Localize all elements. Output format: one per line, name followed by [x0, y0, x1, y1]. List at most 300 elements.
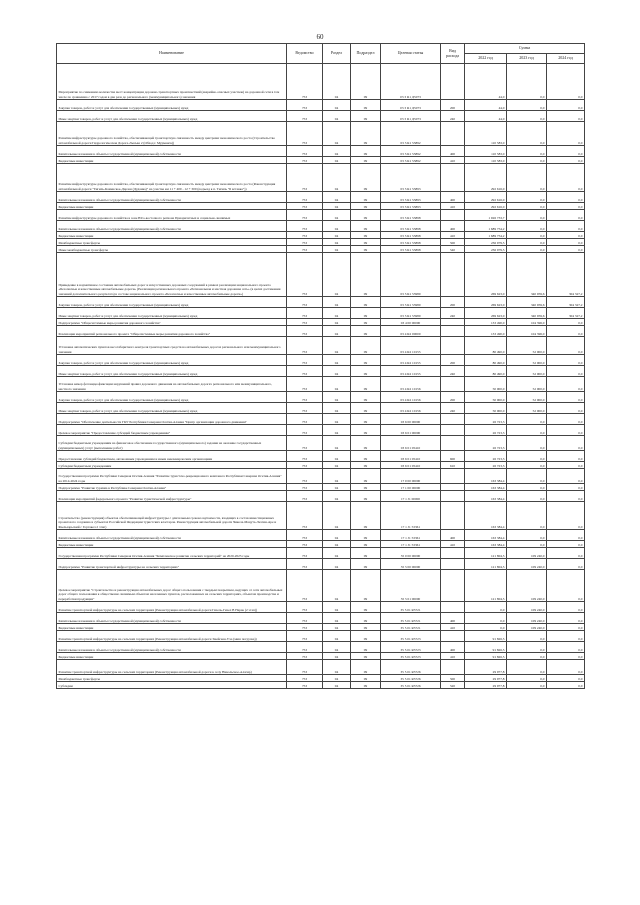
row-name: Иные закупки товаров, работ и услуг для обеспечения государственных (муниципальных) нужд — [57, 111, 287, 122]
row-cs: 35 5 01 R3721 — [381, 624, 441, 631]
row-ved: 753 — [287, 602, 323, 613]
row-ved: 753 — [287, 319, 323, 326]
row-name: Бюджетные инвестиции — [57, 541, 287, 548]
row-cs: 35 5 01 R3726 — [381, 682, 441, 689]
row-name: Подпрограмма "Обеспечение деятельности ГКУ Республики Северная Осетия-Алания "Центр организации дорожного движения" — [57, 414, 287, 425]
row-name: Капитальные вложения в объекты государственной (муниципальной) собственности — [57, 221, 287, 232]
row-name: Капитальные вложения в объекты государственной (муниципальной) собственности — [57, 192, 287, 203]
row-name: Субсидии — [57, 682, 287, 689]
row-vr: 610 — [441, 462, 465, 469]
row-ved: 753 — [287, 146, 323, 157]
row-sum-2022: 133 490,0 — [465, 319, 507, 326]
row-sum-2024: 0,0 — [547, 319, 585, 326]
row-sum-2024: 0,0 — [547, 613, 585, 624]
row-cs: 17 0 00 00000 — [381, 469, 441, 484]
row-podrazdel: 09 — [351, 425, 381, 436]
row-sum-2022: 26 723,3 — [465, 414, 507, 425]
row-vr: 240 — [441, 111, 465, 122]
row-sum-2024: 0,0 — [547, 660, 585, 675]
row-name: Бюджетные инвестиции — [57, 232, 287, 239]
row-ved: 753 — [287, 164, 323, 192]
row-cs: 35 0 00 00000 — [381, 548, 441, 559]
row-razdel: 04 — [323, 541, 351, 548]
row-sum-2024: 0,0 — [547, 366, 585, 377]
row-razdel: 04 — [323, 403, 351, 414]
row-ved: 753 — [287, 682, 323, 689]
row-sum-2024: 0,0 — [547, 392, 585, 403]
row-cs: 03 3 R1 53898 — [381, 246, 441, 253]
row-podrazdel: 09 — [351, 451, 381, 462]
row-podrazdel: 09 — [351, 403, 381, 414]
row-cs: 03 3 R1 53898 — [381, 239, 441, 246]
row-cs: 35 5 01 R3723 — [381, 642, 441, 653]
table-row — [57, 613, 585, 624]
row-cs: 03 3 R1 Д5073 — [381, 64, 441, 100]
row-ved: 753 — [287, 502, 323, 530]
table-row — [57, 436, 585, 451]
row-sum-2023: 0,0 — [507, 64, 547, 100]
row-sum-2023: 0,0 — [507, 502, 547, 530]
row-sum-2023: 0,0 — [507, 192, 547, 203]
row-razdel: 04 — [323, 366, 351, 377]
row-cs: 17 1 J1 53361 — [381, 502, 441, 530]
table-row — [57, 602, 585, 613]
row-sum-2024: 0,0 — [547, 403, 585, 414]
row-sum-2024: 304 327,2 — [547, 297, 585, 308]
row-razdel: 04 — [323, 253, 351, 297]
row-name: Бюджетные инвестиции — [57, 653, 287, 660]
row-sum-2023: 0,0 — [507, 221, 547, 232]
row-razdel: 04 — [323, 326, 351, 337]
row-name: Иные закупки товаров, работ и услуг для обеспечения государственных (муниципальных) нужд — [57, 366, 287, 377]
row-razdel: 04 — [323, 122, 351, 146]
row-sum-2024: 0,0 — [547, 239, 585, 246]
row-sum-2024: 0,0 — [547, 602, 585, 613]
row-razdel: 04 — [323, 631, 351, 642]
row-vr — [441, 469, 465, 484]
row-ved: 753 — [287, 462, 323, 469]
row-sum-2023: 0,0 — [507, 203, 547, 210]
table-row — [57, 425, 585, 436]
row-ved: 753 — [287, 392, 323, 403]
row-sum-2024: 0,0 — [547, 682, 585, 689]
table-row — [57, 246, 585, 253]
row-vr — [441, 64, 465, 100]
row-vr: 520 — [441, 682, 465, 689]
row-cs: 03 6 01 00000 — [381, 425, 441, 436]
row-razdel: 04 — [323, 64, 351, 100]
row-sum-2023: 109 240,0 — [507, 624, 547, 631]
row-cs: 35 5 01 R3723 — [381, 653, 441, 660]
row-sum-2024: 0,0 — [547, 232, 585, 239]
row-vr — [441, 660, 465, 675]
row-razdel: 04 — [323, 308, 351, 319]
row-cs: 03 3 R1 53892 — [381, 146, 441, 157]
row-razdel: 04 — [323, 355, 351, 366]
row-sum-2023: 0,0 — [507, 660, 547, 675]
row-vr: 240 — [441, 308, 465, 319]
row-podrazdel: 09 — [351, 203, 381, 210]
row-cs: 03 6 01 05410 — [381, 436, 441, 451]
row-cs: 03 3 R1 53893 — [381, 164, 441, 192]
row-sum-2022: 269 623,0 — [465, 297, 507, 308]
row-vr — [441, 491, 465, 502]
table-row — [57, 164, 585, 192]
row-vr — [441, 210, 465, 221]
table-row — [57, 392, 585, 403]
row-cs: 03 3 R1 53892 — [381, 157, 441, 164]
row-vr — [441, 570, 465, 602]
row-vr — [441, 548, 465, 559]
row-name: Субсидии бюджетным учреждениям на финансовое обеспечение государственного (муниципального) задания на оказание государственных (муниципальных) услуг (выполнение работ) — [57, 436, 287, 451]
row-sum-2023: 0,0 — [507, 414, 547, 425]
row-cs: 03 3 R1 53893 — [381, 203, 441, 210]
row-razdel: 04 — [323, 239, 351, 246]
row-sum-2024: 0,0 — [547, 377, 585, 392]
row-name: Установка камер фотовидеофиксации нарушений правил дорожного движения на автомобильных дорогах регионального или межмуниципального, местного значения — [57, 377, 287, 392]
row-sum-2024: 0,0 — [547, 157, 585, 164]
row-podrazdel: 09 — [351, 308, 381, 319]
row-sum-2022: 80 490,0 — [465, 355, 507, 366]
row-cs: 17 1 J1 00000 — [381, 491, 441, 502]
row-cs: 35 5 01 R3726 — [381, 660, 441, 675]
row-sum-2024: 0,0 — [547, 548, 585, 559]
row-vr — [441, 377, 465, 392]
row-sum-2023: 0,0 — [507, 239, 547, 246]
row-sum-2023: 52 000,0 — [507, 355, 547, 366]
row-name: Закупка товаров, работ и услуг для обеспечения государственных (муниципальных) нужд — [57, 297, 287, 308]
row-ved: 753 — [287, 559, 323, 570]
row-sum-2023: 52 000,0 — [507, 377, 547, 392]
row-sum-2024: 0,0 — [547, 221, 585, 232]
row-name: Целевое мероприятие "Строительство и реконструкция автомобильных дорог общего пользования с твердым покрытием, ведущих от сети автомобильных дорог общего пользования к общественно значимым объектам населенных пунктов, расположенных на сельских территориях, объектам производства и переработки продукции" — [57, 570, 287, 602]
row-name: Мероприятие по снижению количества мест концентрации дорожно-транспортных происшествий (аварийно-опасных участков) на дорожной сети в том числе по сравнению с 2017 годом в два раза до регионального (межмуниципального) значения — [57, 64, 287, 100]
row-ved: 753 — [287, 570, 323, 602]
row-sum-2024: 0,0 — [547, 100, 585, 111]
table-row — [57, 462, 585, 469]
row-name: Бюджетные инвестиции — [57, 203, 287, 210]
row-sum-2022: 80 490,0 — [465, 366, 507, 377]
row-vr: 240 — [441, 403, 465, 414]
row-sum-2023: 0,0 — [507, 232, 547, 239]
row-podrazdel: 09 — [351, 246, 381, 253]
table-row — [57, 253, 585, 297]
row-ved: 753 — [287, 232, 323, 239]
table-row — [57, 548, 585, 559]
header-podrazdel: Подраздел — [351, 44, 381, 64]
row-ved: 753 — [287, 297, 323, 308]
row-sum-2022: 80 490,0 — [465, 337, 507, 355]
row-cs: 03 6 01 05410 — [381, 462, 441, 469]
row-sum-2022: 110 583,0 — [465, 157, 507, 164]
row-sum-2023: 104 396,0 — [507, 326, 547, 337]
row-razdel: 04 — [323, 221, 351, 232]
table-row — [57, 570, 585, 602]
row-podrazdel: 09 — [351, 675, 381, 682]
row-sum-2023: 109 240,0 — [507, 602, 547, 613]
row-vr: 200 — [441, 355, 465, 366]
table-row — [57, 624, 585, 631]
row-ved: 753 — [287, 111, 323, 122]
row-name: Развитие инфраструктуры дорожного хозяйства в зоне Юго-восточного региона Приоритетных и социально-значимых — [57, 210, 287, 221]
row-razdel: 04 — [323, 602, 351, 613]
row-name: Развитие транспортной инфраструктуры на сельских территориях (Реконструкция автомобильной дороги к селу Никольское-Алагир) — [57, 660, 287, 675]
row-vr: 200 — [441, 392, 465, 403]
row-razdel: 04 — [323, 675, 351, 682]
row-name: Капитальные вложения в объекты государственной (муниципальной) собственности — [57, 642, 287, 653]
table-row — [57, 660, 585, 675]
row-sum-2022: 44,0 — [465, 64, 507, 100]
row-name: Развитие инфраструктуры дорожного хозяйства, обеспечивающей транспортную связанность между центрами экономического роста (Реконструкция автомобильной дороги "Тигиль-Каменское-Дарзан (Дуданка)" на участке км 11 + 400 - 12 + 300 (подъезд к п. Тигиль "Б вставка")) — [57, 164, 287, 192]
row-vr: 410 — [441, 232, 465, 239]
row-sum-2024: 0,0 — [547, 631, 585, 642]
row-name: Бюджетные инвестиции — [57, 624, 287, 631]
row-cs: 03 3 R1 53980 — [381, 308, 441, 319]
row-vr — [441, 631, 465, 642]
row-cs: 35 5 00 00000 — [381, 559, 441, 570]
row-name: Государственная программа Республики Северная Осетия-Алания "Развитие туристско-рекреационного комплекса Республики Северная Осетия-Алания" на 2014-2024 годы — [57, 469, 287, 484]
row-razdel: 04 — [323, 164, 351, 192]
row-vr: 400 — [441, 192, 465, 203]
row-sum-2024: 0,0 — [547, 210, 585, 221]
row-name: Предоставление субсидий бюджетным, автономным учреждениям и иным некоммерческим организациям — [57, 451, 287, 462]
row-vr: 410 — [441, 653, 465, 660]
table-row — [57, 100, 585, 111]
row-podrazdel: 09 — [351, 530, 381, 541]
row-cs: 03 3 R1 53892 — [381, 122, 441, 146]
row-sum-2023: 0,0 — [507, 653, 547, 660]
row-sum-2022: 0,0 — [465, 602, 507, 613]
row-podrazdel: 09 — [351, 377, 381, 392]
row-sum-2024: 0,0 — [547, 570, 585, 602]
table-row — [57, 631, 585, 642]
row-sum-2022: 292 616,0 — [465, 164, 507, 192]
row-vr: 540 — [441, 246, 465, 253]
row-ved: 753 — [287, 210, 323, 221]
table-row — [57, 653, 585, 660]
row-sum-2024: 0,0 — [547, 164, 585, 192]
row-cs: 03 4 R2 10155 — [381, 355, 441, 366]
row-name: Капитальные вложения в объекты государственной (муниципальной) собственности — [57, 613, 287, 624]
row-vr: 400 — [441, 221, 465, 232]
row-razdel: 04 — [323, 100, 351, 111]
row-sum-2023: 52 000,0 — [507, 392, 547, 403]
row-ved: 753 — [287, 157, 323, 164]
row-podrazdel: 09 — [351, 624, 381, 631]
row-sum-2022: 50 000,0 — [465, 377, 507, 392]
table-row — [57, 157, 585, 164]
row-podrazdel: 09 — [351, 602, 381, 613]
row-ved: 753 — [287, 203, 323, 210]
row-ved: 753 — [287, 631, 323, 642]
row-sum-2024: 0,0 — [547, 484, 585, 491]
row-sum-2024: 0,0 — [547, 624, 585, 631]
table-row — [57, 675, 585, 682]
header-razdel: Раздел — [323, 44, 351, 64]
row-podrazdel: 09 — [351, 642, 381, 653]
row-ved: 753 — [287, 541, 323, 548]
table-row — [57, 337, 585, 355]
row-sum-2024: 0,0 — [547, 451, 585, 462]
table-row — [57, 642, 585, 653]
row-name: Установка автоматических пунктов весогабаритного контроля транспортных средств на автомобильных дорогах регионального или межмуниципального значения — [57, 337, 287, 355]
row-ved: 753 — [287, 642, 323, 653]
row-podrazdel: 09 — [351, 559, 381, 570]
row-ved: 753 — [287, 436, 323, 451]
row-name: Реализация мероприятий регионального проекта "Общесистемные меры развития дорожного хозяйства" — [57, 326, 287, 337]
row-name: Развитие инфраструктуры дорожного хозяйства, обеспечивающей транспортную связанность между центрами экономического роста (Строительство автомобильной дороги Гидрологическая Дорога-Лысьва 2 (Обход г. Мурманск)) — [57, 122, 287, 146]
row-ved: 753 — [287, 548, 323, 559]
header-ved: Ведомство — [287, 44, 323, 64]
row-razdel: 04 — [323, 451, 351, 462]
row-sum-2022: 121 804,5 — [465, 559, 507, 570]
row-sum-2023: 340 959,6 — [507, 308, 547, 319]
row-vr — [441, 164, 465, 192]
row-sum-2024: 0,0 — [547, 559, 585, 570]
row-sum-2022: 26 723,3 — [465, 425, 507, 436]
row-podrazdel: 09 — [351, 653, 381, 660]
row-ved: 753 — [287, 337, 323, 355]
row-ved: 753 — [287, 377, 323, 392]
row-razdel: 04 — [323, 246, 351, 253]
row-cs: 03 3 R1 53980 — [381, 297, 441, 308]
header-summa: Сумма — [465, 44, 585, 54]
row-podrazdel: 09 — [351, 192, 381, 203]
row-vr — [441, 502, 465, 530]
row-vr — [441, 122, 465, 146]
row-sum-2024: 0,0 — [547, 337, 585, 355]
row-sum-2022: 269 623,0 — [465, 308, 507, 319]
row-ved: 753 — [287, 122, 323, 146]
row-vr — [441, 436, 465, 451]
row-vr: 410 — [441, 541, 465, 548]
row-cs: 03 6 00 00000 — [381, 414, 441, 425]
row-sum-2024: 0,0 — [547, 326, 585, 337]
row-sum-2024: 0,0 — [547, 530, 585, 541]
row-sum-2022: 133 490,0 — [465, 326, 507, 337]
row-podrazdel: 09 — [351, 221, 381, 232]
row-sum-2024: 0,0 — [547, 414, 585, 425]
row-podrazdel: 09 — [351, 613, 381, 624]
row-vr: 200 — [441, 100, 465, 111]
row-razdel: 04 — [323, 682, 351, 689]
row-podrazdel: 09 — [351, 164, 381, 192]
row-sum-2022: 292 616,0 — [465, 203, 507, 210]
row-podrazdel: 09 — [351, 210, 381, 221]
row-vr: 410 — [441, 624, 465, 631]
row-ved: 753 — [287, 192, 323, 203]
row-razdel: 04 — [323, 613, 351, 624]
row-sum-2024: 0,0 — [547, 122, 585, 146]
table-row — [57, 308, 585, 319]
row-sum-2024: 0,0 — [547, 469, 585, 484]
row-cs: 03 3 R1 53898 — [381, 210, 441, 221]
row-sum-2022: 50 000,0 — [465, 403, 507, 414]
header-cs: Целевая статья — [381, 44, 441, 64]
row-podrazdel: 09 — [351, 502, 381, 530]
row-sum-2022: 236 979,5 — [465, 246, 507, 253]
row-razdel: 04 — [323, 502, 351, 530]
row-vr — [441, 425, 465, 436]
header-year-2023: 2023 год — [507, 54, 547, 64]
row-razdel: 04 — [323, 337, 351, 355]
row-cs: 03 4 00 00000 — [381, 319, 441, 326]
row-name: Подпрограмма "Развитие туризма в Республике Северная Осетия-Алания" — [57, 484, 287, 491]
row-name: Целевое мероприятие "Предоставление субсидий бюджетным учреждениям" — [57, 425, 287, 436]
row-sum-2022: 163 384,4 — [465, 502, 507, 530]
row-sum-2023: 0,0 — [507, 462, 547, 469]
row-sum-2023: 0,0 — [507, 530, 547, 541]
row-ved: 753 — [287, 246, 323, 253]
row-sum-2023: 0,0 — [507, 111, 547, 122]
row-podrazdel: 09 — [351, 232, 381, 239]
row-vr: 500 — [441, 675, 465, 682]
row-ved: 753 — [287, 366, 323, 377]
row-razdel: 04 — [323, 203, 351, 210]
row-razdel: 04 — [323, 484, 351, 491]
table-row — [57, 297, 585, 308]
row-ved: 753 — [287, 491, 323, 502]
row-sum-2022: 29 977,8 — [465, 675, 507, 682]
row-name: Капитальные вложения в объекты государственной (муниципальной) собственности — [57, 146, 287, 157]
row-sum-2024: 0,0 — [547, 675, 585, 682]
row-vr: 600 — [441, 451, 465, 462]
row-sum-2023: 0,0 — [507, 484, 547, 491]
row-razdel: 04 — [323, 111, 351, 122]
row-podrazdel: 09 — [351, 157, 381, 164]
row-sum-2024: 0,0 — [547, 462, 585, 469]
row-sum-2024: 0,0 — [547, 203, 585, 210]
row-podrazdel: 09 — [351, 548, 381, 559]
row-name: Развитие транспортной инфраструктуры на сельских территориях (Реконструкция автомобильной дороги Змейская-Уча (миш погрузка)) — [57, 631, 287, 642]
row-sum-2023: 0,0 — [507, 146, 547, 157]
row-name: Иные закупки товаров, работ и услуг для обеспечения государственных (муниципальных) нужд — [57, 308, 287, 319]
table-row — [57, 484, 585, 491]
table-row — [57, 210, 585, 221]
row-ved: 753 — [287, 414, 323, 425]
table-row — [57, 221, 585, 232]
row-cs: 03 3 R1 53898 — [381, 221, 441, 232]
row-sum-2023: 0,0 — [507, 246, 547, 253]
row-ved: 753 — [287, 425, 323, 436]
row-sum-2022: 0,0 — [465, 613, 507, 624]
row-sum-2023: 52 000,0 — [507, 403, 547, 414]
header-year-2024: 2024 год — [547, 54, 585, 64]
row-cs: 03 4 R2 10155 — [381, 337, 441, 355]
row-cs: 17 1 J1 53361 — [381, 541, 441, 548]
row-vr — [441, 602, 465, 613]
row-ved: 753 — [287, 308, 323, 319]
row-name: Строительство (реконструкция) объектов обеспечивающей инфраструктуры с длительным сроком окупаемости, входящих в состав инвестиционных проектов по созданию в субъектах Российской Федерации туристских кластеров. Реконструкция автомобильной дороги Чикола-Мацута-Лезгин-Аре и Фыльзарьский с Гортакел 2 этап) — [57, 502, 287, 530]
row-name: Капитальные вложения в объекты государственной (муниципальной) собственности — [57, 530, 287, 541]
row-podrazdel: 09 — [351, 64, 381, 100]
row-razdel: 04 — [323, 548, 351, 559]
row-name: Развитие транспортной инфраструктуры на сельских территориях (Реконструкция автомобильной дороги Гизель-Гизел В Нарак (2 этап)) — [57, 602, 287, 613]
row-sum-2023: 0,0 — [507, 675, 547, 682]
table-row — [57, 377, 585, 392]
table-row — [57, 469, 585, 484]
row-podrazdel: 09 — [351, 355, 381, 366]
row-cs: 35 5 01 R3721 — [381, 602, 441, 613]
row-sum-2022: 26 723,3 — [465, 451, 507, 462]
row-podrazdel: 09 — [351, 484, 381, 491]
table-row — [57, 366, 585, 377]
row-cs: 35 5 01 00000 — [381, 570, 441, 602]
row-sum-2024: 0,0 — [547, 64, 585, 100]
row-sum-2023: 0,0 — [507, 682, 547, 689]
row-sum-2022: 163 384,4 — [465, 491, 507, 502]
row-name: Иные закупки товаров, работ и услуг для обеспечения государственных (муниципальных) нужд — [57, 403, 287, 414]
